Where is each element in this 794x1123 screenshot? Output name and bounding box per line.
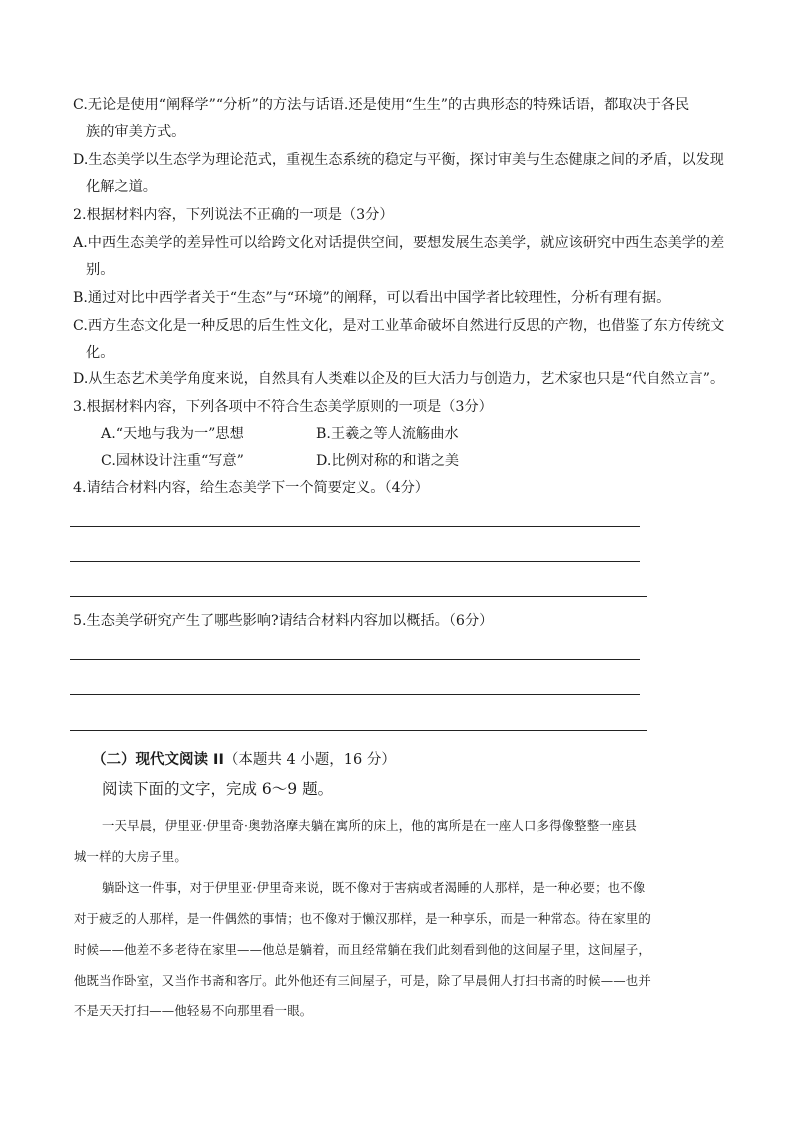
q4-stem: 4.请结合材料内容，给生态美学下一个简要定义。（4分） bbox=[73, 480, 429, 496]
q5-answer-line-2[interactable] bbox=[70, 694, 640, 695]
passage-p2-line2: 对于疲乏的人那样，是一件偶然的事情；也不像对于懒汉那样，是一种享乐，而是一种常态。待在家里的 bbox=[74, 911, 651, 926]
q4-answer-line-1[interactable] bbox=[70, 526, 640, 527]
q5-answer-line-3[interactable] bbox=[70, 730, 647, 731]
q5-stem: 5.生态美学研究产生了哪些影响?请结合材料内容加以概括。（6分） bbox=[73, 613, 494, 629]
q2-option-a-line2: 别。 bbox=[86, 262, 115, 278]
passage-p2-line3: 时候——他差不多老待在家里——他总是躺着，而且经常躺在我们此刻看到他的这间屋子里，这间屋子， bbox=[74, 942, 651, 957]
section2-title-rest: （本题共 4 小题，16 分） bbox=[223, 752, 396, 768]
passage-p2-line5: 不是天天打扫——他轻易不向那里看一眼。 bbox=[74, 1003, 313, 1018]
q2-option-a-line1: A.中西生态美学的差异性可以给跨文化对话提供空间，要想发展生态美学，就应该研究中西生态美学的差 bbox=[73, 235, 725, 251]
section2-instruction: 阅读下面的文字，完成 6～9 题。 bbox=[102, 780, 334, 798]
section2-title-bold: （二）现代文阅读 II bbox=[92, 752, 224, 768]
q2-option-b: B.通过对比中西学者关于“生态”与“环境”的阐释，可以看出中国学者比较理性，分析有理有据。 bbox=[73, 290, 671, 306]
q5-answer-line-1[interactable] bbox=[70, 659, 640, 660]
q2-option-d: D.从生态艺术美学角度来说，自然具有人类难以企及的巨大活力与创造力，艺术家也只是“代自然立言”。 bbox=[73, 371, 725, 387]
q2-option-c-line1: C.西方生态文化是一种反思的后生性文化，是对工业革命破坏自然进行反思的产物，也借鉴了东方传统文 bbox=[73, 318, 725, 334]
q2-option-c-line2: 化。 bbox=[86, 345, 115, 361]
q1-option-c-line2: 族的审美方式。 bbox=[86, 124, 186, 140]
q4-answer-line-2[interactable] bbox=[70, 561, 640, 562]
passage-p1-line2: 城一样的大房子里。 bbox=[74, 849, 187, 864]
q1-option-d-line2: 化解之道。 bbox=[86, 179, 157, 195]
q3-option-d: D.比例对称的和谐之美 bbox=[316, 453, 460, 469]
passage-p1-line1: 一天早晨，伊里亚·伊里奇·奥勃洛摩夫躺在寓所的床上，他的寓所是在一座人口多得像整整一座县 bbox=[102, 818, 637, 833]
q4-answer-line-3[interactable] bbox=[70, 596, 647, 597]
q3-stem: 3.根据材料内容，下列各项中不符合生态美学原则的一项是（3分） bbox=[73, 399, 493, 415]
q3-option-b: B.王羲之等人流觞曲水 bbox=[316, 426, 459, 442]
passage-p2-line1: 躺卧这一件事，对于伊里亚·伊里奇来说，既不像对于害病或者渴睡的人那样，是一种必要；也不像 bbox=[102, 880, 646, 895]
section2-title bbox=[92, 751, 396, 769]
q3-option-c: C.园林设计注重“写意” bbox=[101, 453, 244, 469]
q1-option-d-line1: D.生态美学以生态学为理论范式，重视生态系统的稳定与平衡，探讨审美与生态健康之间的矛盾，以发现 bbox=[73, 152, 724, 168]
q3-option-a: A.“天地与我为一”思想 bbox=[101, 426, 244, 442]
q2-stem: 2.根据材料内容，下列说法不正确的一项是（3分） bbox=[73, 207, 394, 223]
passage-p2-line4: 他既当作卧室，又当作书斋和客厅。此外他还有三间屋子，可是，除了早晨佣人打扫书斋的时候——也并 bbox=[74, 973, 651, 988]
q1-option-c-line1: C.无论是使用“阐释学”“分析”的方法与话语.还是使用“生生”的古典形态的特殊话语，都取决于各民 bbox=[73, 97, 690, 113]
